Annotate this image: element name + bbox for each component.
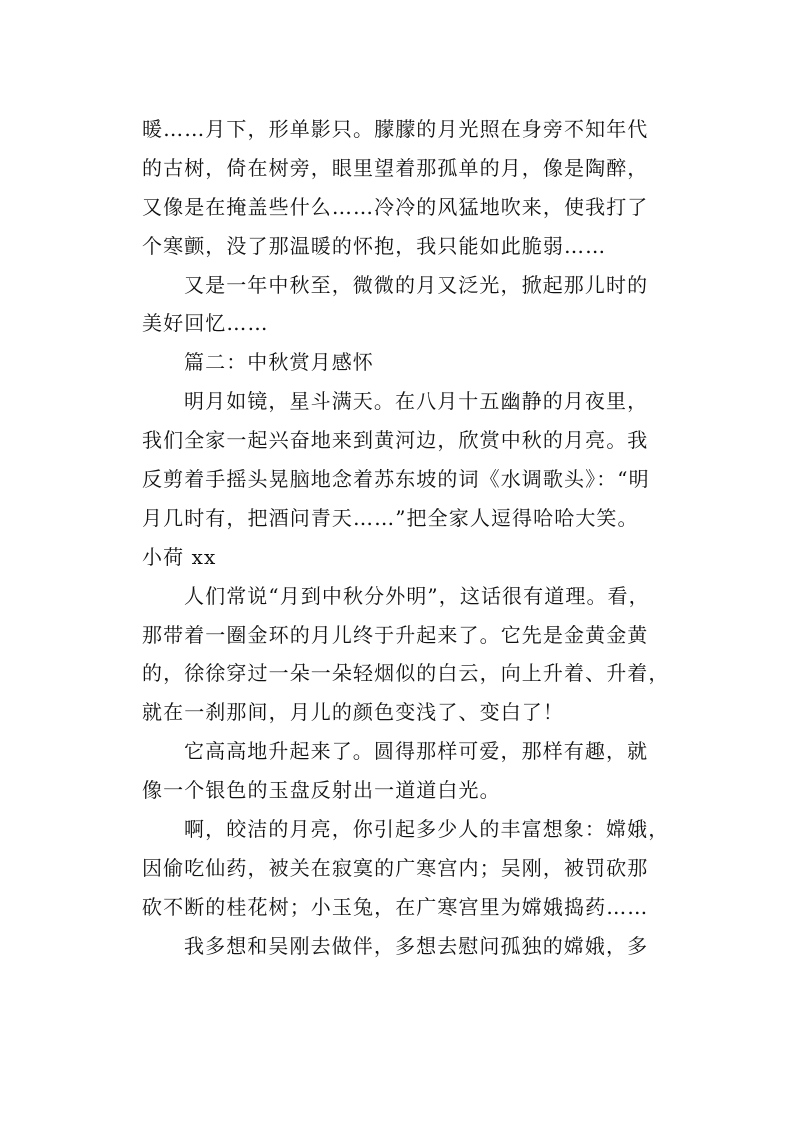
text-line-13: 人们常说“月到中秋分外明”，这话很有道理。看， — [184, 583, 650, 608]
article-body — [142, 110, 672, 966]
text-line-8: 明月如镜，星斗满天。在八月十五幽静的月夜里， — [184, 389, 649, 414]
text-line-22: 我多想和吴刚去做伴，多想去慰问孤独的嫦娥，多 — [184, 933, 649, 958]
text-line-1: 暖……月下，形单影只。朦朦的月光照在身旁不知年代 — [142, 117, 649, 141]
text-line-4: 个寒颤，没了那温暖的怀抱，我只能如此脆弱…… — [142, 233, 607, 258]
text-line-11: 月几时有，把酒问青天……”把全家人逗得哈哈大笑。 — [142, 505, 639, 530]
section-heading: 篇二：中秋赏月感怀 — [184, 350, 374, 375]
text-line-6: 美好回忆…… — [142, 311, 269, 336]
text-line-2: 的古树，倚在树旁，眼里望着那孤单的月，像是陶醉， — [142, 155, 649, 180]
text-line-18: 像一个银色的玉盘反射出一道道白光。 — [142, 778, 501, 803]
text-line-15: 的，徐徐穿过一朵一朵轻烟似的白云，向上升着、升着， — [142, 661, 670, 686]
text-line-20: 因偷吃仙药，被关在寂寞的广寒宫内；吴刚，被罚砍那 — [142, 855, 649, 880]
text-line-17: 它高高地升起来了。圆得那样可爱，那样有趣，就 — [184, 739, 649, 764]
text-line-19: 啊，皎洁的月亮，你引起多少人的丰富想象：嫦娥， — [184, 817, 670, 842]
text-line-14: 那带着一圈金环的月儿终于升起来了。它先是金黄金黄 — [142, 622, 649, 647]
text-line-3: 又像是在掩盖些什么……冷冷的风猛地吹来，使我打了 — [142, 194, 649, 219]
author-line: 小荷 xx — [142, 544, 217, 569]
text-line-21: 砍不断的桂花树；小玉兔，在广寒宫里为嫦娥捣药…… — [142, 894, 649, 919]
text-line-10: 反剪着手摇头晃脑地念着苏东坡的词《水调歌头》：“明 — [142, 467, 650, 492]
text-line-5: 又是一年中秋至，微微的月又泛光，掀起那儿时的 — [184, 272, 649, 297]
text-line-9: 我们全家一起兴奋地来到黄河边，欣赏中秋的月亮。我 — [142, 428, 649, 453]
text-line-16: 就在一刹那间，月儿的颜色变浅了、变白了！ — [142, 700, 564, 725]
